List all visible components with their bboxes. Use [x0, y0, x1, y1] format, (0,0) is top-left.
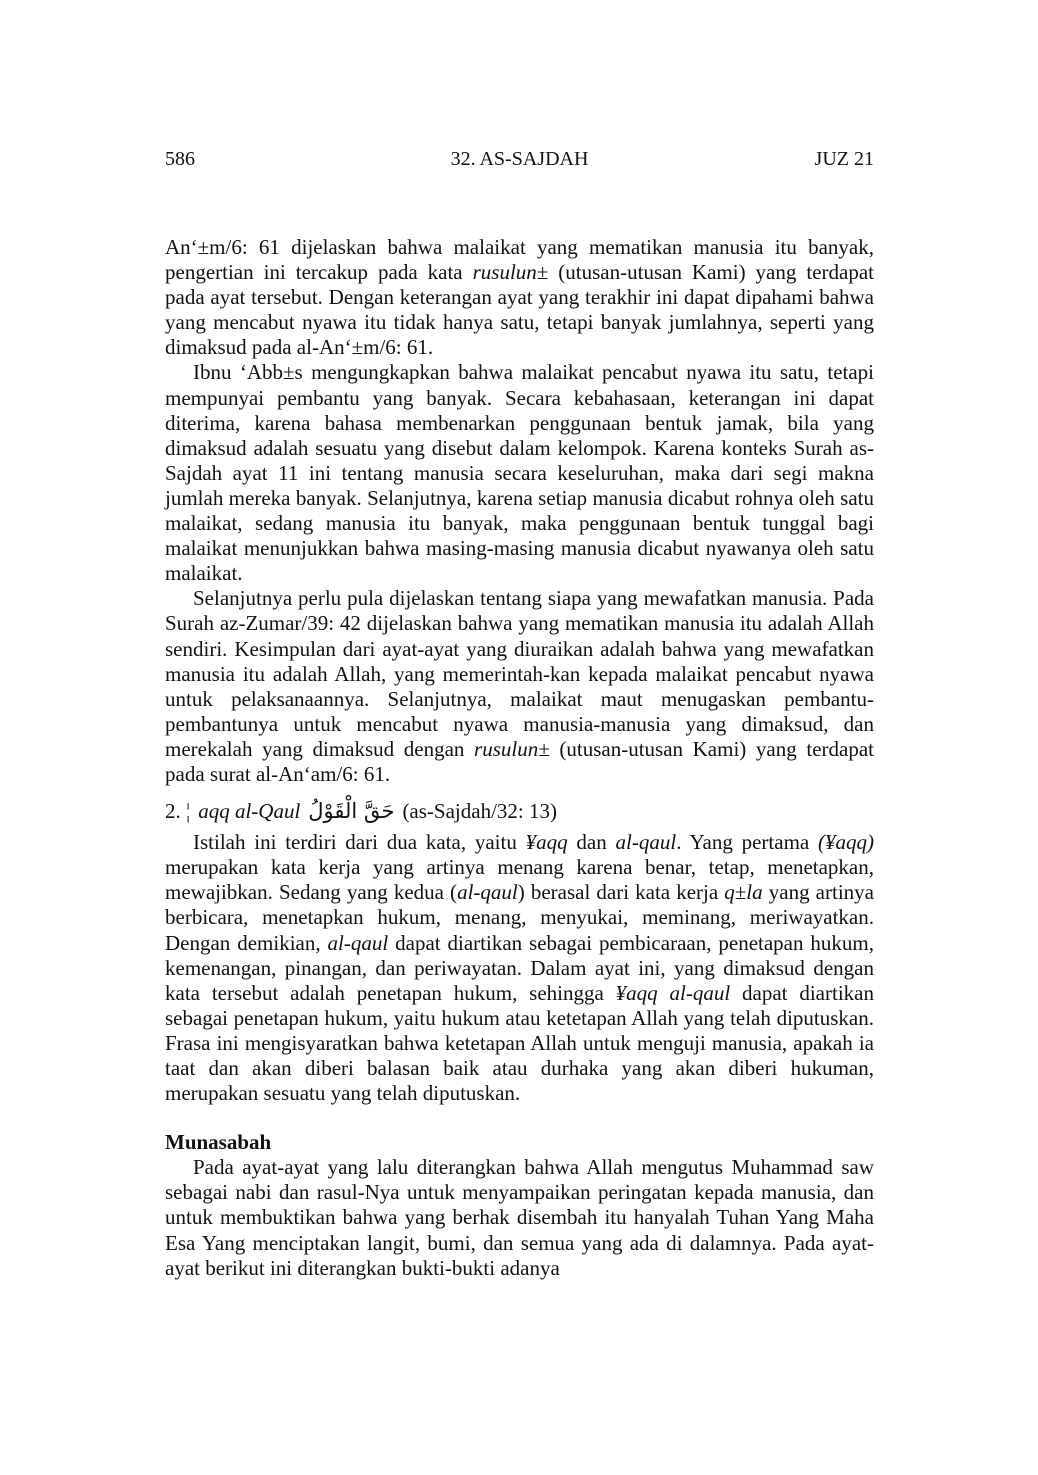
term-reference: (as-Sajdah/32: 13) [402, 799, 557, 824]
italic-term: (¥aqq) [818, 830, 875, 855]
paragraph-1: An‘±m/6: 61 dijelaskan bahwa malaikat yang mematikan manusia itu banyak, pengertian ini tercakup pada kata rusulun± (utusan-utusan Kami) yang terdapat pada ayat tersebut. Dengan keterangan ayat yang terakhir ini dapat dipahami bahwa yang mencabut nyawa itu tidak hanya satu, tetapi banyak jumlahnya, seperti yang dimaksud pada al-An‘±m/6: 61. [165, 235, 874, 360]
italic-term: q±la [724, 880, 763, 905]
term-number: 2. ¦ [165, 799, 191, 824]
paragraph-3: Selanjutnya perlu pula dijelaskan tentang siapa yang mewafatkan manusia. Pada Surah az-Zumar/39: 42 dijelaskan bahwa yang mematikan manusia itu adalah Allah sendiri. Kesimpulan dari ayat-ayat yang diuraikan adalah bahwa yang mewafatkan manusia itu adalah Allah, yang memerintah-kan kepada malaikat pencabut nyawa untuk pelaksanaannya. Selanjutnya, malaikat maut menugaskan pembantu-pembantunya untuk mencabut nyawa manusia-manusia yang dimaksud, dan merekalah yang dimaksud dengan rusulun± (utusan-utusan Kami) yang terdapat pada surat al-An‘am/6: 61. [165, 586, 874, 786]
term-latin: aqq al-Qaul [198, 799, 301, 824]
juz-label: JUZ 21 [814, 148, 874, 170]
term-arabic: حَقَّ الْقَوْلُ [308, 799, 395, 824]
term-heading [165, 799, 874, 824]
page-number: 586 [165, 148, 195, 170]
paragraph-4: Istilah ini terdiri dari dua kata, yaitu ¥aqq dan al-qaul. Yang pertama (¥aqq) merupakan kata kerja yang artinya menang karena benar, tetap, menetapkan, mewajibkan. Sedang yang kedua (al-qaul) berasal dari kata kerja q±la yang artinya berbicara, menetapkan hukum, menang, menyukai, meminang, meriwayatkan. Dengan demikian, al-qaul dapat diartikan sebagai pembicaraan, penetapan hukum, kemenangan, pinangan, dan periwayatan. Dalam ayat ini, yang dimaksud dengan kata tersebut adalah penetapan hukum, sehingga ¥aqq al-qaul dapat diartikan sebagai penetapan hukum, yaitu hukum atau ketetapan Allah yang telah diputuskan. Frasa ini mengisyaratkan bahwa ketetapan Allah untuk menguji manusia, apakah ia taat dan akan diberi balasan baik atau durhaka yang akan diberi hukuman, merupakan sesuatu yang telah diputuskan. [165, 830, 875, 1106]
italic-term: al-qaul [457, 880, 518, 905]
italic-term: rusulun± [474, 736, 550, 761]
page-header [165, 147, 874, 175]
paragraph-2: Ibnu ‘Abb±s mengungkapkan bahwa malaikat pencabut nyawa itu satu, tetapi mempunyai pembantu yang banyak. Secara kebahasaan, keterangan ini dapat diterima, karena bahasa membenarkan penggunaan bentuk jamak, bila yang dimaksud adalah sesuatu yang disebut dalam kelompok. Karena konteks Surah as-Sajdah ayat 11 ini tentang manusia secara keseluruhan, maka dari segi makna jumlah mereka banyak. Selanjutnya, karena setiap manusia dicabut rohnya oleh satu malaikat, sedang manusia itu banyak, maka penggunaan bentuk tunggal bagi malaikat menunjukkan bahwa masing-masing manusia dicabut nyawanya oleh satu malaikat. [165, 360, 874, 586]
section-paragraph: Pada ayat-ayat yang lalu diterangkan bahwa Allah mengutus Muhammad saw sebagai nabi dan rasul-Nya untuk menyampaikan peringatan kepada manusia, dan untuk membuktikan bahwa yang berhak disembah itu hanyalah Tuhan Yang Maha Esa Yang menciptakan langit, bumi, dan semua yang ada di dalamnya. Pada ayat-ayat berikut ini diterangkan bukti-bukti adanya [165, 1155, 874, 1280]
italic-term: ¥aqq [525, 830, 568, 855]
section-heading: Munasabah [165, 1130, 272, 1155]
italic-term: al-qaul [615, 830, 677, 855]
page-body [165, 235, 874, 1281]
italic-term: al-qaul [327, 930, 389, 955]
chapter-title: 32. AS-SAJDAH [450, 148, 589, 170]
italic-term: rusulun± [472, 260, 549, 285]
italic-term: ¥aqq al-qaul [615, 980, 731, 1005]
